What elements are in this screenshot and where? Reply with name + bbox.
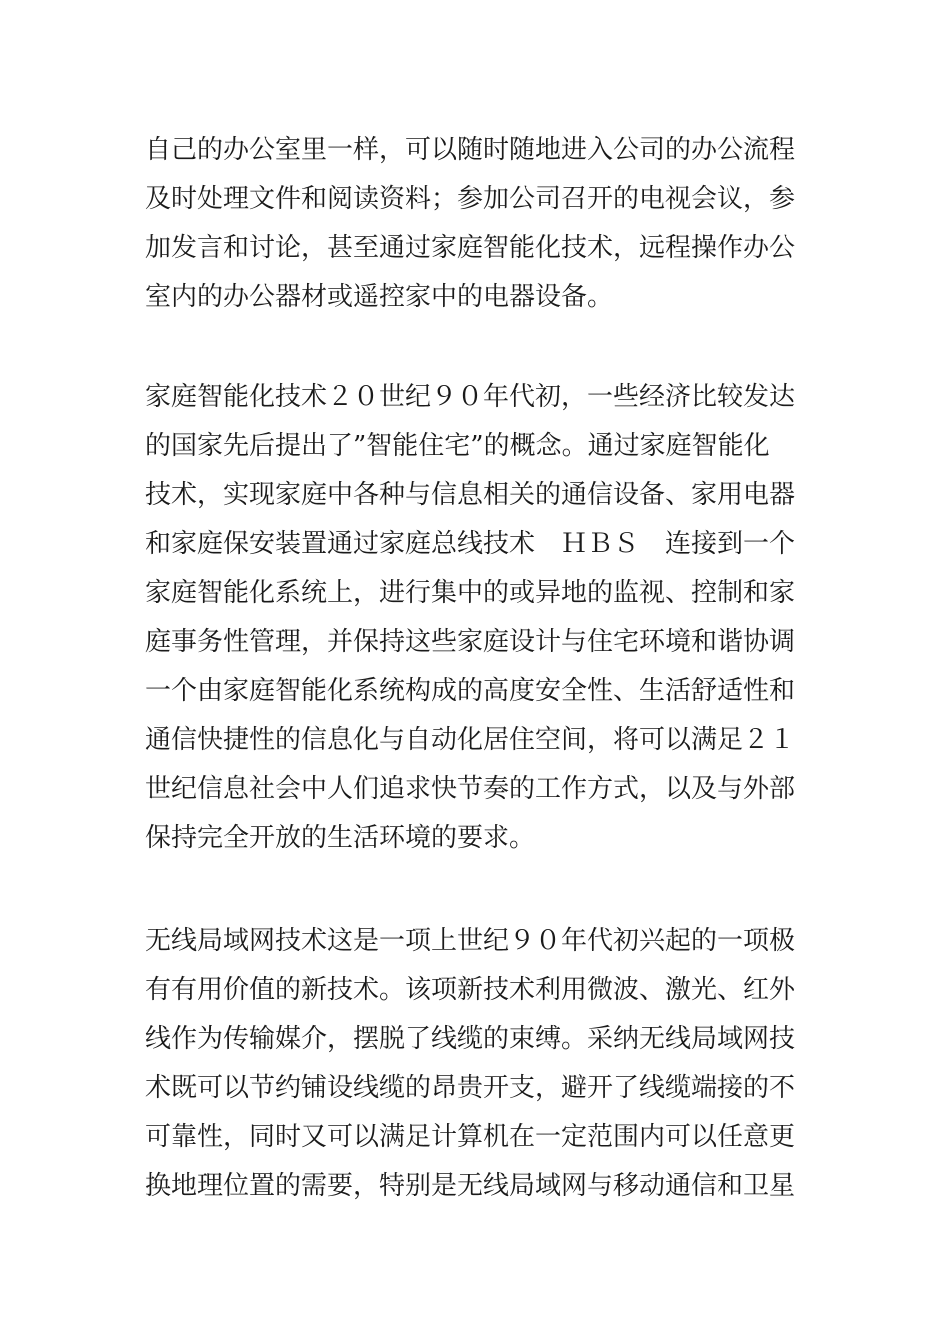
text-line: 换地理位置的需要，特别是无线局域网与移动通信和卫星: [145, 1171, 796, 1201]
text-line: 线作为传输媒介，摆脱了线缆的束缚。采纳无线局域网技: [145, 1024, 796, 1054]
paragraph-smart-home: [145, 373, 825, 863]
text-line: 加发言和讨论，甚至通过家庭智能化技术，远程操作办公: [145, 233, 796, 263]
text-line: 可靠性，同时又可以满足计算机在一定范围内可以任意更: [145, 1122, 796, 1152]
text-line: 世纪信息社会中人们追求快节奏的工作方式，以及与外部: [145, 774, 796, 804]
text-line: 及时处理文件和阅读资料；参加公司召开的电视会议，参: [145, 184, 796, 214]
text-line: 有有用价值的新技术。该项新技术利用微波、激光、红外: [145, 975, 796, 1005]
text-line: 一个由家庭智能化系统构成的高度安全性、生活舒适性和: [145, 676, 796, 706]
text-line: 自己的办公室里一样，可以随时随地进入公司的办公流程: [145, 135, 796, 165]
paragraph-wireless-lan: [145, 917, 825, 1211]
text-line: 的国家先后提出了”智能住宅”的概念。通过家庭智能化: [145, 431, 770, 461]
text-line: 和家庭保安装置通过家庭总线技术 ＨＢＳ 连接到一个: [145, 529, 796, 559]
text-line: 庭事务性管理，并保持这些家庭设计与住宅环境和谐协调: [145, 627, 796, 657]
paragraph-remote-office: [145, 126, 825, 322]
text-line: 保持完全开放的生活环境的要求。: [145, 823, 536, 853]
text-line: 家庭智能化技术２０世纪９０年代初，一些经济比较发达: [145, 382, 796, 412]
text-line: 室内的办公器材或遥控家中的电器设备。: [145, 282, 614, 312]
text-line: 技术，实现家庭中各种与信息相关的通信设备、家用电器: [145, 480, 796, 510]
text-line: 家庭智能化系统上，进行集中的或异地的监视、控制和家: [145, 578, 796, 608]
text-line: 通信快捷性的信息化与自动化居住空间，将可以满足２１: [145, 725, 796, 755]
text-line: 术既可以节约铺设线缆的昂贵开支，避开了线缆端接的不: [145, 1073, 796, 1103]
text-line: 无线局域网技术这是一项上世纪９０年代初兴起的一项极: [145, 926, 796, 956]
